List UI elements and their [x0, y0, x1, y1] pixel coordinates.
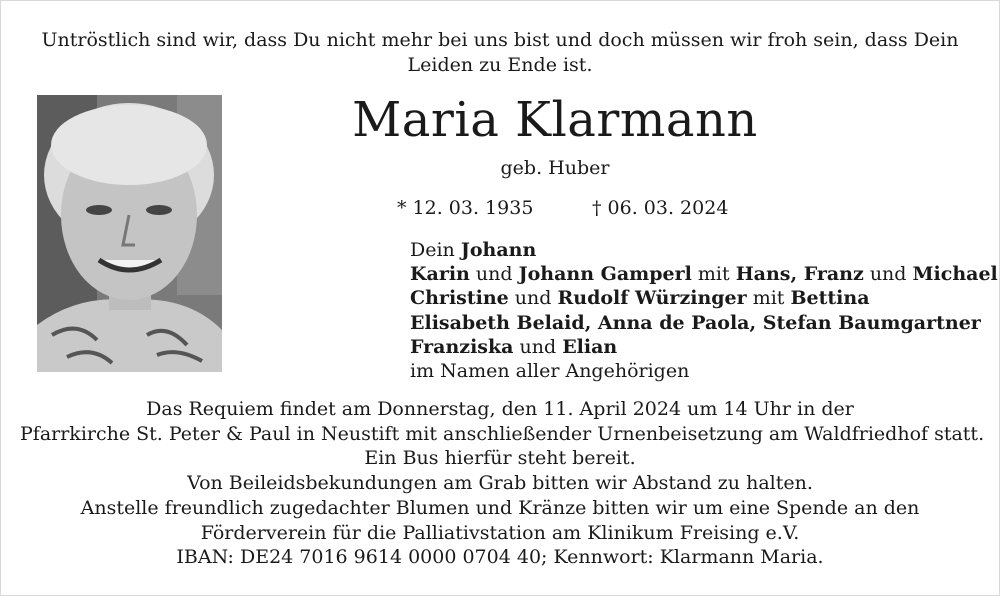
portrait-photo-icon [37, 95, 222, 372]
mourner-name: Rudolf Würzinger [557, 287, 747, 310]
death-date: † 06. 03. 2024 [592, 197, 729, 219]
mourner-text: , [749, 311, 763, 334]
deceased-name: Maria Klarmann [352, 92, 758, 148]
mourner-line: im Namen aller Angehörigen [410, 360, 690, 383]
notice-line: Von Beileidsbekundungen am Grab bitten wir Abstand zu halten. [187, 472, 813, 495]
mourner-line [410, 286, 998, 310]
mourner-text: mit [746, 287, 791, 310]
mourner-name: Michael [912, 263, 998, 286]
notice-line: Pfarrkirche St. Peter & Paul in Neustift mit anschließender Urnenbeisetzung am Waldfriedhof statt. [20, 422, 985, 445]
notice-line: Das Requiem findet am Donnerstag, den 11. April 2024 um 14 Uhr in der [146, 398, 854, 420]
mourner-name: Johann Gamperl [518, 263, 692, 286]
funeral-notice [20, 397, 985, 570]
mourner-line [410, 238, 998, 262]
maiden-name: geb. Huber [500, 157, 610, 179]
mourner-name: Johann [460, 239, 537, 261]
intro-line: Untröstlich sind wir, dass Du nicht mehr bei uns bist und doch müssen wir froh sein, dass Dein [41, 29, 959, 51]
birth-date: * 12. 03. 1935 [397, 197, 534, 219]
mourners-list [410, 238, 998, 383]
mourner-name: Elian [562, 335, 618, 358]
mourner-text: mit [691, 263, 736, 286]
intro-line: Leiden zu Ende ist. [407, 54, 593, 76]
portrait-photo [37, 95, 222, 372]
mourner-text: Dein [410, 239, 461, 261]
notice-line: Ein Bus hierfür steht bereit. [364, 447, 636, 470]
notice-line: Anstelle freundlich zugedachter Blumen und Kränze bitten wir um eine Spende an den [80, 496, 920, 519]
mourner-name: Franziska [410, 335, 514, 358]
mourner-name: Christine [410, 287, 509, 310]
mourner-name: Elisabeth Belaid [410, 311, 585, 334]
mourner-text: , [584, 311, 598, 334]
mourner-text: und [863, 263, 913, 286]
mourner-line [410, 335, 998, 359]
notice-line: IBAN: DE24 7016 9614 0000 0704 40; Kennwort: Klarmann Maria. [176, 546, 824, 569]
mourner-name: Stefan Baumgartner [762, 311, 981, 334]
notice-line: Förderverein für die Palliativstation am Klinikum Freising e.V. [200, 521, 800, 544]
mourner-text: und [513, 335, 563, 358]
mourner-text: und [508, 287, 558, 310]
mourner-name: Karin [410, 263, 470, 286]
mourner-name: Bettina [790, 287, 870, 310]
intro-text [30, 28, 970, 78]
mourner-line [410, 262, 998, 286]
mourner-text: und [469, 263, 519, 286]
mourner-name: Anna de Paola [597, 311, 750, 334]
mourner-line [410, 311, 998, 335]
mourner-name: Hans, Franz [735, 263, 864, 286]
